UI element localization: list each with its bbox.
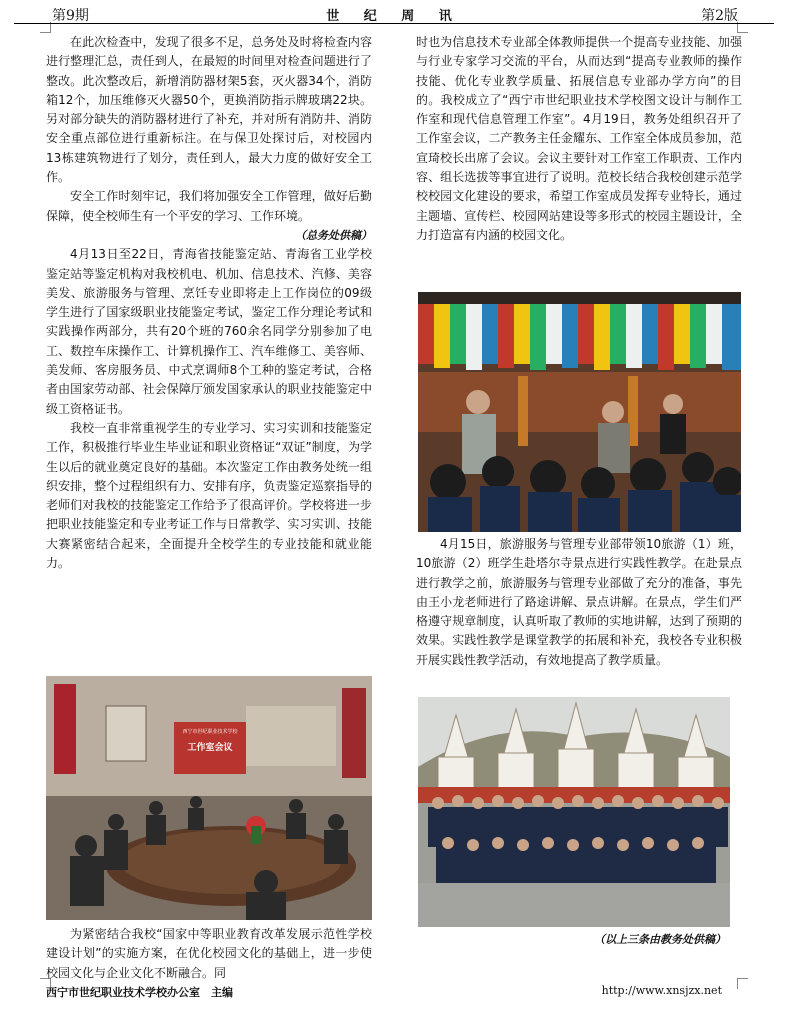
page-header [14,2,774,24]
right-column-2 [416,535,742,670]
screen-banner [174,722,246,774]
issue-number: 第9期 [52,8,89,24]
left-caption [46,925,372,983]
newsletter-title: 世 纪 周 讯 [326,9,462,24]
photo-meeting [46,676,372,920]
page-number: 第2版 [701,8,738,24]
paragraph: 我校一直非常重视学生的专业学习、实习实训和技能鉴定工作，积极推行毕业生毕业证和职业资格证“双证”制度，为学生以后的就业奠定良好的基础。本次鉴定工作由教务处统一组织安排，整个过程组织有力、安排有序，负责鉴定巡察指导的老师们对我校的技能鉴定工作给予了很高评价。学校将进一步把职业技能鉴定和专业考证工作与日常教学、实习实训、技能大赛紧密结合起来，全面提升全校学生的专业技能和就业能力。 [46,420,372,571]
screen-banner-line1: 西宁市世纪职业技术学校 [182,729,238,735]
photo-group-stupas [418,697,730,927]
paragraph: 安全工作时刻牢记，我们将加强安全工作管理，做好后勤保障，使全校师生有一个平安的学习、工作环境。 [46,189,372,223]
paragraph: 时也为信息技术专业部全体教师提供一个提高专业技能、加强与行业专家学习交流的平台，从而达到“提高专业教师的操作技能、优化专业教学质量、拓展信息专业部办学方向”的目的。我校成立了“西宁市世纪职业技术学校图文设计与制作工作室和现代信息管理工作室”。4月19日，教务处组织召开了工作室会议，二产教务主任金耀东、工作室全体成员参加，范宣琦校长出席了会议。会议主要针对工作室工作职责、工作内容、组长选拔等事宜进行了说明。范校长结合我校创建示范学校校园文化建设的要求，希望工作室成员发挥专业特长，通过主题墙、宣传栏、校园网站建设等多形式的校园主题设计，全力打造富有内涵的校园文化。 [416,35,742,242]
paragraph: 4月15日，旅游服务与管理专业部带领10旅游（1）班，10旅游（2）班学生赴塔尔寺景点进行实践性教学。在赴景点进行教学之前，旅游服务与管理专业部做了充分的准备，事先由王小龙老师进行了路途讲解、景点讲解。在景点，学生们严格遵守规章制度，认真听取了教师的实地讲解，达到了预期的效果。实践性教学是课堂教学的拓展和补充，我校各专业积极开展实践性教学活动，有效地提高了教学质量。 [416,537,742,667]
photo-temple-visit [418,292,741,532]
header-rule [14,23,774,24]
footer-url[interactable]: http://www.xnsjzx.net [601,984,722,997]
paragraph: 在此次检查中，发现了很多不足，总务处及时将检查内容进行整理汇总，责任到人，在最短的时间里对检查问题进行了整改。此次整改后，新增消防器材架5套，灭火器34个，消防箱12个，加压维修灭火器50个，更换消防指示牌玻璃22块。另对部分缺失的消防器材进行了补充，并对所有消防井、消防安全重点部位进行重新标注。在与保卫处探讨后，对校园内13栋建筑物进行了划分，责任到人，最大力度的做好安全工作。 [46,35,372,185]
footer-editor: 西宁市世纪职业技术学校办公室 主编 [46,986,233,999]
credit-line: （总务处供稿） [295,228,372,242]
paragraph: 为紧密结合我校“国家中等职业教育改革发展示范性学校建设计划”的实施方案，在优化校园文化的基础上，进一步使校园文化与企业文化不断融合。同 [46,927,372,980]
screen-banner-line2: 工作室会议 [187,743,233,753]
corner-mark [737,978,748,989]
credit-line: （以上三条由教务处供稿） [594,933,726,946]
left-column [46,33,372,573]
temple-visit-image [418,292,741,532]
right-column [416,33,742,245]
right-credit [416,930,726,949]
group-stupas-image [418,697,730,927]
meeting-scene-image [46,676,372,920]
paragraph: 4月13日至22日，青海省技能鉴定站、青海省工业学校鉴定站等鉴定机构对我校机电、机加、信息技术、汽修、美容美发、旅游服务与管理、烹饪专业即将走上工作岗位的09级学生进行了国家级职业技能鉴定考试，鉴定工作分理论考试和实践操作两部分，共有20个班的760余名同学分别参加了电工、数控车床操作工、计算机操作工、汽车维修工、美容师、美发师、客房服务员、中式烹调师8个工种的鉴定考试，合格者由国家劳动部、社会保障厅颁发国家承认的职业技能鉴定中级工资格证书。 [46,247,372,416]
